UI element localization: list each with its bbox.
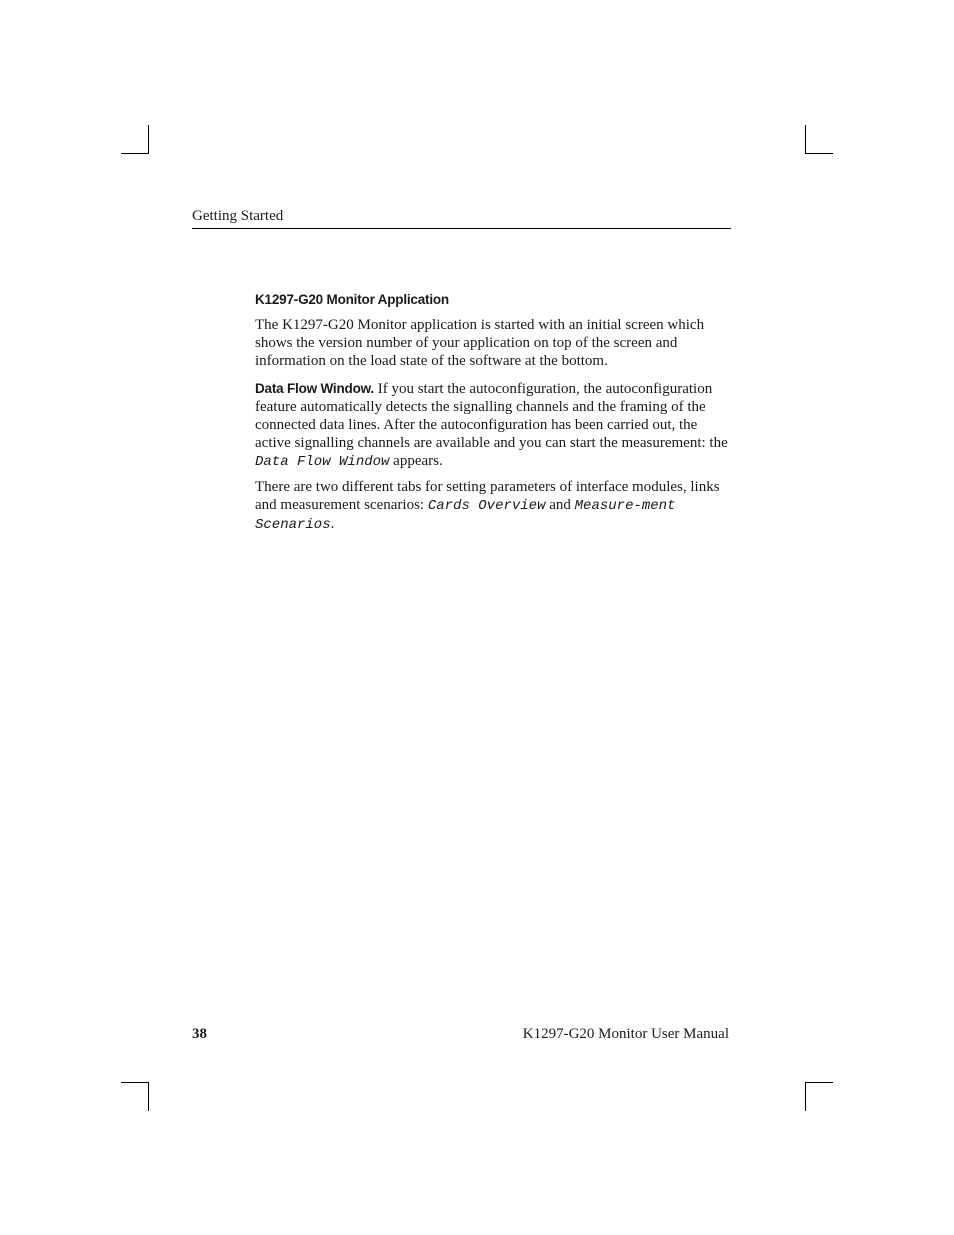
page-number: 38 [192, 1026, 207, 1042]
tabs-text-middle: and [545, 497, 575, 513]
crop-mark-bottom-left-vertical [148, 1082, 149, 1111]
data-flow-run-in-heading: Data Flow Window. [255, 381, 374, 396]
crop-mark-bottom-right-horizontal [805, 1082, 833, 1083]
data-flow-text-before: If you start the autoconfiguration, the autoconfiguration feature automatically detects the signalling channels and the framing of the connected data lines. After the autoconfiguration has been carried out, the active signalling channels are available and you can start the measurement: the [255, 381, 728, 451]
running-header-title: Getting Started [192, 208, 284, 224]
intro-paragraph: The K1297-G20 Monitor application is started with an initial screen which shows the version number of your application on top of the screen and information on the load state of the software at the bottom. [255, 317, 705, 369]
section-body [255, 291, 735, 544]
crop-mark-top-left-horizontal [121, 153, 149, 154]
tabs-text-before: There are two different tabs for setting parameters of interface modules, links and measurement scenarios: [255, 479, 720, 513]
crop-mark-bottom-right-vertical [805, 1082, 806, 1111]
tabs-paragraph [255, 478, 735, 534]
crop-mark-top-left-vertical [148, 125, 149, 154]
data-flow-text-after: appears. [389, 453, 443, 469]
data-flow-paragraph [255, 380, 735, 471]
section-heading: K1297-G20 Monitor Application [255, 292, 449, 307]
measurement-scenarios-term: Measure-ment Scenarios [255, 498, 676, 533]
data-flow-window-term: Data Flow Window [255, 454, 390, 470]
crop-mark-top-right-vertical [805, 125, 806, 154]
crop-mark-bottom-left-horizontal [121, 1082, 149, 1083]
crop-mark-top-right-horizontal [805, 153, 833, 154]
manual-title: K1297-G20 Monitor User Manual [522, 1026, 729, 1042]
running-header [192, 207, 731, 229]
cards-overview-term: Cards Overview [427, 498, 546, 514]
tabs-text-after: . [330, 516, 335, 532]
